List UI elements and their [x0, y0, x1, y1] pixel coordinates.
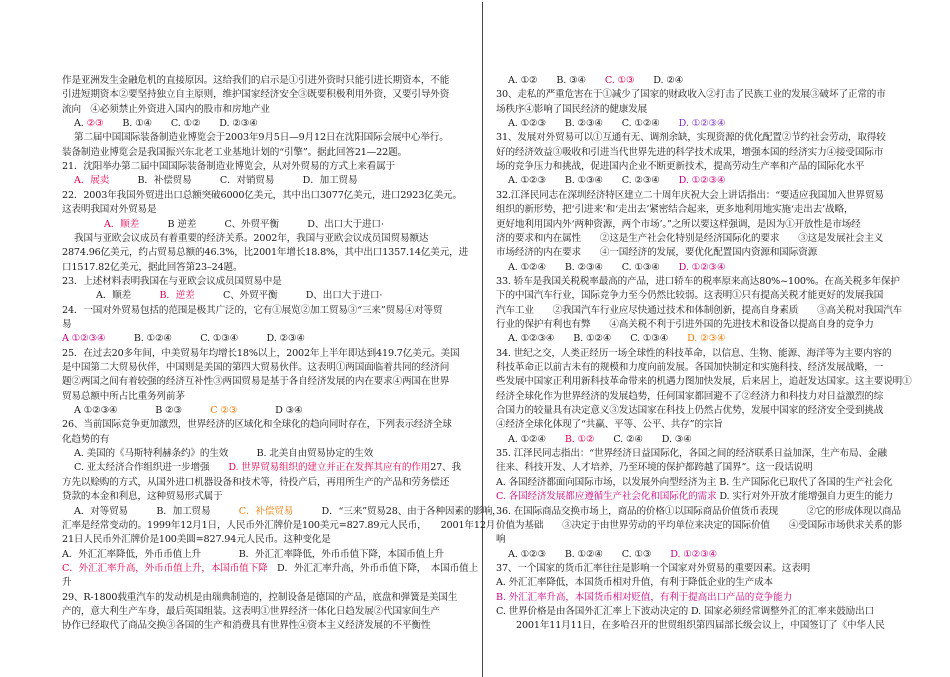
answer-highlight: B．逆差 — [159, 290, 195, 302]
left-text-line: 24．一国对外贸易包括的范围是极其广泛的，它有①展览②加工贸易③“三来”贸易④对等贸 — [62, 304, 443, 316]
left-text-line: 化趋势的有 — [62, 433, 110, 445]
right-text-line: 33. 轿车是我国关税税率最高的产品，进口轿车的税率原来高达80%~100%。在高关税多年保护 — [496, 275, 900, 287]
left-text-line: 21日人民币外汇牌价是100美圆=827.94元人民币。这种变化是 — [62, 534, 331, 546]
text-segment: A. — [74, 118, 87, 130]
right-text-line: 2001年11月11日，在多哈召开的世贸组织第四届部长级会议上，中国签订了《中华人民 — [516, 620, 885, 632]
left-text-line — [62, 289, 382, 302]
right-text-line — [496, 490, 893, 503]
left-text-line: 是中国第二大贸易伙伴，中国则是美国的第四大贸易伙伴。这表明①两国面临着共同的经济问 — [62, 362, 450, 373]
text-segment: D．外汇汇率升高，外币币值下降， 本国币值上 — [267, 562, 479, 574]
right-text-line: 组织的新形势，把‘引进来’和‘走出去’紧密结合起来，更多地利用地实施‘走出去’战略， — [496, 204, 854, 216]
answer-highlight: A．展卖 — [74, 175, 110, 187]
text-segment: B. ①②④ C. ①③④ D. ②③④ — [105, 333, 305, 345]
right-text-line: 济的要求和内在属性 ②这是生产社会化特别是经济国际化的要求 ③这是发展社会主义 — [496, 232, 884, 244]
right-text-line: C. 世界价格是由各国外汇汇率上下波动决定的 D. 国家必须经常调整外汇的汇率来鼓励出口 — [496, 605, 874, 617]
left-text-line: 升 — [62, 577, 72, 589]
answer-highlight: ②③ — [86, 118, 104, 130]
left-text-line: 流向 ④必须禁止外资进入国内的股市和房地产业 — [62, 103, 270, 115]
left-text-line: 2874.96亿美元，约占贸易总额的46.3%，比2001年增长18.8%，其中出口1357.14亿美元，进 — [62, 247, 469, 259]
right-text-line: 下的中国汽车行业，国际竞争力至今仍然比较弱。这表明①只有提高关税才能更好的发展我国 — [496, 290, 884, 302]
left-text-line: 易 — [62, 318, 72, 330]
right-text-line — [496, 74, 683, 87]
left-text-line — [62, 404, 302, 417]
left-text-line: 口1517.82亿美元，据此回答第23–24题。 — [62, 261, 243, 273]
left-text-line — [62, 117, 258, 130]
right-text-line: 31、发展对外贸易可以①互通有无、调剂余缺，实现资源的优化配置②节约社会劳动，取得较 — [496, 132, 886, 144]
text-segment: A. ①②③ B. ②③④ C. ①②④ — [508, 118, 679, 130]
answer-highlight: B. ①② — [564, 433, 595, 445]
left-text-line: 我国与亚欧会议成员有着重要的经济关系。2002年，我国与亚欧会议成员国贸易额达 — [74, 232, 429, 244]
right-text-line: 响 — [496, 534, 506, 546]
left-text-line — [62, 174, 357, 187]
answer-highlight: D. ①②③④ — [678, 261, 726, 273]
right-text-line: ④经济全球化体现了“共赢、平等、公平、共存”的宗旨 — [496, 419, 723, 431]
left-text-line: 汇率是经常变动的。1999年12月1日，人民币外汇牌价是100美元=827.89元人民币， 2001年12月 — [62, 519, 496, 531]
text-segment: D. 实行对外开放才能增强自力更生的能力 — [716, 491, 893, 503]
answer-highlight: D. 世界贸易组织的建立并正在发挥其应有的作用 — [228, 462, 431, 474]
right-text-line: 价值为基础 ③决定于由世界劳动的平均单位来决定的国际价值 ④受国际市场供求关系的影 — [496, 519, 903, 531]
left-text-line — [62, 332, 305, 345]
right-text-line: 37、一个国家的货币汇率往往是影响一个国家对外贸易的重要因素。这表明 — [496, 562, 811, 574]
right-text-line: 行业的保护有利也有弊 ④高关税不利于引进外国的先进技术和设备以提高自身的竞争力 — [496, 318, 874, 330]
left-text-line: 题②两国之间有着较强的经济互补性③两国贸易是基于各自经济发展的内在要求④两国在世界 — [62, 376, 450, 388]
text-segment: C. ②④ D. ③④ — [594, 433, 692, 445]
text-segment: B 逆差 C、外贸平衡 D、出口大于进口· — [139, 218, 384, 230]
right-text-line: 34. 世纪之交，人类正经历一场全球性的科技革命，以信息、生物、能源、海洋等为主要内容的 — [496, 347, 892, 359]
right-text-line — [496, 591, 792, 604]
right-text-line: A. 外汇汇率降低，本国货币相对升值，有利于降低企业的生产成本 — [496, 577, 774, 589]
left-text-line: 29、R-1800载重汽车的发动机是由瑞典制造的，控制设备是德国的产品，底盘和弹簧是美国生 — [62, 591, 458, 603]
right-text-line — [496, 261, 725, 274]
answer-highlight: A．顺差 — [104, 218, 140, 230]
left-text-line: 第二届中国国际装备制造业博览会于2003年9月5日—9月12日在沈阳国际会展中心举行。 — [74, 132, 449, 144]
text-segment: A. ①②④ B. ②③④ C. ①③④ — [508, 261, 679, 273]
text-segment: 27、我 — [430, 462, 461, 474]
left-text-line: 引进短期资本②要坚持独立自主原则，维护国家经济安全③既要积极利用外资，又要引导外资 — [62, 89, 450, 101]
answer-highlight: A ①②③④ — [62, 333, 106, 345]
right-text-line — [496, 174, 725, 187]
answer-highlight: C．补偿贸易 — [238, 505, 294, 517]
right-text-line: 30、走私的严重危害在于①减少了国家的财政收入②打击了民族工业的发展③破坏了正常的市 — [496, 89, 886, 101]
left-text-line: 25．在过去20多年间，中美贸易年均增长18%以上，2002年上半年即达到419.7亿美元。美国 — [62, 347, 460, 359]
left-text-line — [62, 461, 461, 474]
text-segment: A. ①②③④ B. ①②④ C. ①③④ — [508, 333, 688, 345]
right-text-line — [496, 433, 692, 446]
right-text-line: 市场经济的内在要求 ④一国经济的发展，要优化配置国内资源和国际资源 — [496, 247, 818, 259]
answer-highlight: C. ①③ — [604, 75, 635, 86]
left-text-line: 贸易总额中所占比重务列前茅 — [62, 390, 185, 402]
right-text-line: 场秩序④影响了国民经济的健康发展 — [496, 103, 648, 115]
left-text-line — [62, 505, 502, 518]
right-text-line: 些发展中国家正利用新科技革命带来的机遇力图加快发展，后来居上，追赶发达国家。这主要说明① — [496, 376, 912, 388]
right-text-line: 场的竞争压力和挑战，促进国内企业不断更新技术，提高劳动生产率和产品的国际化水平 — [496, 161, 865, 173]
left-text-line: 作是亚洲发生金融危机的直接原因。这给我们的启示是①引进外资时只能引进长期资本，不能 — [62, 75, 450, 86]
right-text-line — [496, 332, 725, 345]
left-text-line: 方先以赊购的方式，从国外进口机器设备和技术等，待投产后，再用所生产的产品和劳务偿还 — [62, 476, 450, 488]
right-text-line: 合国力的较量具有决定意义③发达国家在科技上仍然占优势，发展中国家的经济安全受到挑战 — [496, 405, 884, 417]
left-text-line: 23．上述材料表明我国在与亚欧会议成员国贸易中是 — [62, 275, 282, 287]
left-text-line: A. 美国的《马斯特利赫条约》的生效 B. 北美自由贸易协定的生效 — [74, 448, 374, 460]
left-text-line: 装备制造业博览会是我国振兴东北老工业基地计划的“引擎”。据此回答21—22题。 — [62, 146, 407, 158]
text-segment: A. ①②③ B. ①③④ C. ②③④ — [508, 175, 679, 187]
column-divider — [482, 2, 483, 677]
right-text-line: 32.江泽民同志在深圳经济特区建立二十周年庆祝大会上讲话指出：“要适应我国加入世界贸易 — [496, 189, 884, 201]
text-segment: A. ①② B. ③④ — [508, 75, 605, 86]
answer-highlight: D. ②③④ — [687, 333, 726, 345]
text-segment: A．顺差 — [96, 290, 160, 302]
right-text-line: 经济全球化作为世界经济的发展趋势，任何国家都回避不了②经济力和科技力对日益激烈的综 — [496, 390, 884, 402]
left-text-line: 产的，意大利生产车身，最后英国组装。这表明①世界经济一体化日趋发展②代国家间生产 — [62, 605, 440, 617]
right-text-line: A. 各国经济都面向国际市场，以发展外向型经济为主 B. 生产国际化已取代了各国的生产社会化 — [496, 476, 893, 488]
text-segment: D. ②④ — [634, 75, 684, 86]
right-column — [496, 0, 916, 675]
text-segment: A. ①②④ — [508, 433, 565, 445]
left-text-line: 21．沈阳举办第二届中国国际装备制造业博览会，从对外贸易的方式上来看属于 — [62, 161, 395, 173]
right-text-line: 汽车工业 ②我国汽车行业应尽快通过技术和体制创新，提高自身素质 ③高关税对我国汽车 — [496, 304, 903, 316]
right-text-line: 往来、科技开发、人才培养，乃至环境的保护都跨越了国界”。这一段话说明 — [496, 462, 813, 474]
text-segment: A ①②③④ B ②③ — [74, 405, 211, 417]
right-text-line: 35. 江泽民同志指出：“世界经济日益国际化，各国之间的经济联系日益加深，生产布局、金融 — [496, 448, 887, 460]
text-segment: A. ①②③ B. ①②④ C. ①③ — [508, 548, 671, 560]
left-text-line: A．外汇汇率降低，外币币值上升 B．外汇汇率降低，外币币值下降，本国币值上升 — [62, 548, 444, 560]
text-segment: A．对等贸易 B．加工贸易 — [74, 505, 239, 517]
answer-highlight: C. 各国经济发展都应遵循生产社会化和国际化的需求 — [496, 491, 717, 503]
left-text-line: 贷款的本金和利息，这种贸易形式属于 — [62, 491, 223, 503]
answer-highlight: C．外汇汇率升高，外币币值上升，本国币值下降 — [62, 562, 268, 574]
left-text-line — [62, 562, 478, 575]
answer-highlight: C ②③ — [210, 405, 238, 417]
answer-highlight: D. ①②③④ — [678, 118, 726, 130]
text-segment: D．“三来”贸易28、由于各种因素的影响， — [293, 505, 502, 517]
left-text-line: 26、当前国际竞争更加激烈，世界经济的区域化和全球化的趋向同时存在，下列表示经济全球 — [62, 419, 452, 431]
text-segment: B．补偿贸易 C．对销贸易 D．加工贸易 — [109, 175, 358, 187]
left-text-line: 这表明我国对外贸易是 — [62, 204, 157, 216]
right-text-line: 更好地利用国内外‘两种资源，两个市场’。”之所以要这样强调，是因为①开放性是市场经 — [496, 218, 861, 230]
text-segment: D ③④ — [237, 405, 303, 417]
text-segment: B. ①④ C. ①② D. ②③④ — [103, 118, 258, 130]
answer-highlight: D. ①②③④ — [678, 175, 726, 187]
left-text-line: 协作已经取代了商品交换③各国的生产和消费具有世界性④资本主义经济发展的不平衡性 — [62, 620, 431, 632]
text-segment: C. 亚太经济合作组织进一步增强 — [74, 462, 229, 474]
text-segment: C、外贸平衡 D、出口大于进口· — [194, 290, 383, 302]
right-text-line — [496, 117, 725, 130]
left-column — [62, 0, 502, 675]
right-text-line — [496, 548, 717, 561]
right-text-line: 36. 在国际商品交换市场上，商品的价格①以国际商品价值货币表现 ②它的形成体现以商品 — [496, 505, 901, 517]
answer-highlight: B. 外汇汇率升高，本国货币相对贬值，有利于提高出口产品的竞争能力 — [496, 591, 793, 603]
right-text-line: 科技革命正以前古未有的规模和力度向前发展。各国加快制定和实施科技、经济发展战略，一 — [496, 362, 884, 373]
left-text-line — [62, 218, 384, 231]
right-text-line: 好的经济效益③吸收和引进当代世界先进的科学技术成果，增强本国的经济实力④接受国际市 — [496, 146, 884, 158]
answer-highlight: D. ①②③④ — [670, 548, 718, 560]
left-text-line: 22．2003年我国外贸进出口总额突破6000亿美元，其中出口3077亿美元，进口2923亿美元。 — [62, 189, 462, 201]
